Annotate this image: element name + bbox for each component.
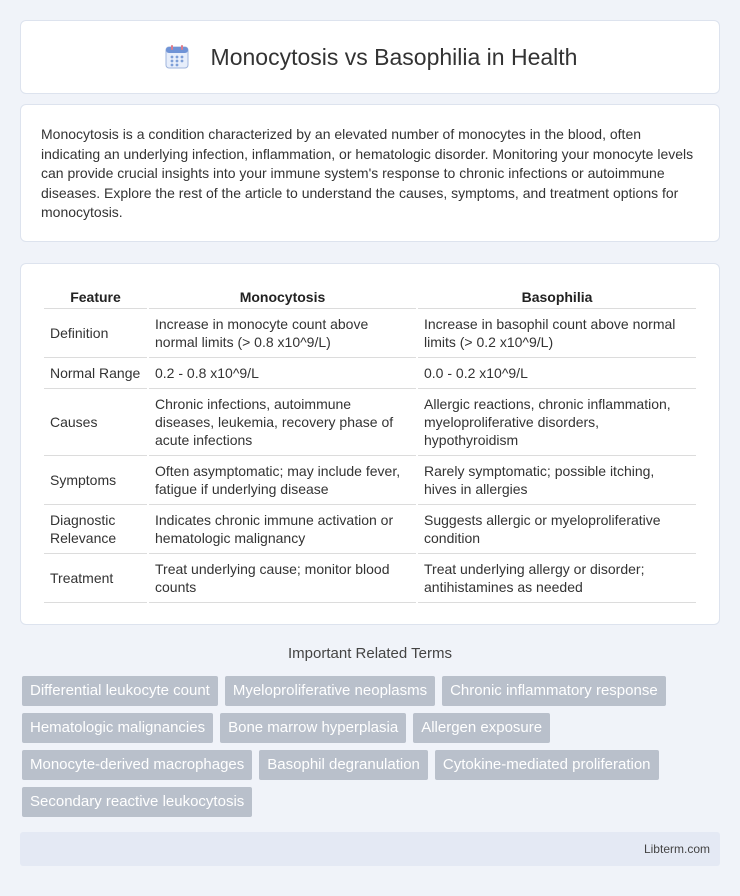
related-term-tag[interactable]: Allergen exposure xyxy=(413,713,550,743)
column-header: Basophilia xyxy=(418,284,696,309)
related-terms-title: Important Related Terms xyxy=(288,645,452,662)
related-term-tag[interactable]: Chronic inflammatory response xyxy=(442,676,666,706)
table-cell: Rarely symptomatic; possible itching, hives in allergies xyxy=(418,456,696,505)
related-term-tag[interactable]: Basophil degranulation xyxy=(259,750,428,780)
related-term-tag[interactable]: Secondary reactive leukocytosis xyxy=(22,787,252,817)
related-term-tag[interactable]: Hematologic malignancies xyxy=(22,713,213,743)
table-row xyxy=(44,358,696,389)
table-cell: Definition xyxy=(44,309,147,358)
table-row xyxy=(44,554,696,603)
table-cell: Treat underlying cause; monitor blood counts xyxy=(149,554,416,603)
table-row xyxy=(44,389,696,456)
table-cell: Often asymptomatic; may include fever, fatigue if underlying disease xyxy=(149,456,416,505)
table-cell: 0.0 - 0.2 x10^9/L xyxy=(418,358,696,389)
column-header: Feature xyxy=(44,284,147,309)
related-term-tag[interactable]: Differential leukocyte count xyxy=(22,676,218,706)
table-header-row xyxy=(44,284,696,309)
column-header: Monocytosis xyxy=(149,284,416,309)
table-cell: Treatment xyxy=(44,554,147,603)
table-cell: Normal Range xyxy=(44,358,147,389)
related-term-tag[interactable]: Cytokine-mediated proliferation xyxy=(435,750,659,780)
table-row xyxy=(44,309,696,358)
intro-card xyxy=(20,104,720,242)
table-row xyxy=(44,505,696,554)
comparison-table-card xyxy=(20,263,720,625)
table-cell: Increase in basophil count above normal limits (> 0.2 x10^9/L) xyxy=(418,309,696,358)
table-cell: Symptoms xyxy=(44,456,147,505)
table-cell: Chronic infections, autoimmune diseases, leukemia, recovery phase of acute infections xyxy=(149,389,416,456)
table-cell: Allergic reactions, chronic inflammation, myeloproliferative disorders, hypothyroidism xyxy=(418,389,696,456)
related-term-tag[interactable]: Monocyte-derived macrophages xyxy=(22,750,252,780)
table-row xyxy=(44,456,696,505)
table-cell: 0.2 - 0.8 x10^9/L xyxy=(149,358,416,389)
related-terms-list xyxy=(22,676,722,817)
related-term-tag[interactable]: Bone marrow hyperplasia xyxy=(220,713,406,743)
title-card xyxy=(20,20,720,94)
comparison-table xyxy=(42,284,698,603)
related-term-tag[interactable]: Myeloproliferative neoplasms xyxy=(225,676,435,706)
page-title: Monocytosis vs Basophilia in Health xyxy=(210,43,578,70)
footer xyxy=(20,832,720,866)
table-cell: Suggests allergic or myeloproliferative condition xyxy=(418,505,696,554)
calendar-icon xyxy=(163,43,191,71)
table-cell: Causes xyxy=(44,389,147,456)
table-cell: Increase in monocyte count above normal limits (> 0.8 x10^9/L) xyxy=(149,309,416,358)
table-cell: Indicates chronic immune activation or hematologic malignancy xyxy=(149,505,416,554)
intro-text: Monocytosis is a condition characterized by an elevated number of monocytes in the blood, often indicating an underlying infection, inflammation, or hematologic disorder. Monitoring your monocyte levels can provide crucial insights into your immune system's response to chronic infections or autoimmune diseases. Explore the rest of the article to understand the causes, symptoms, and treatment options for monocytosis. xyxy=(41,126,694,220)
table-cell: Diagnostic Relevance xyxy=(44,505,147,554)
footer-brand-link[interactable]: Libterm.com xyxy=(643,842,710,856)
table-cell: Treat underlying allergy or disorder; antihistamines as needed xyxy=(418,554,696,603)
